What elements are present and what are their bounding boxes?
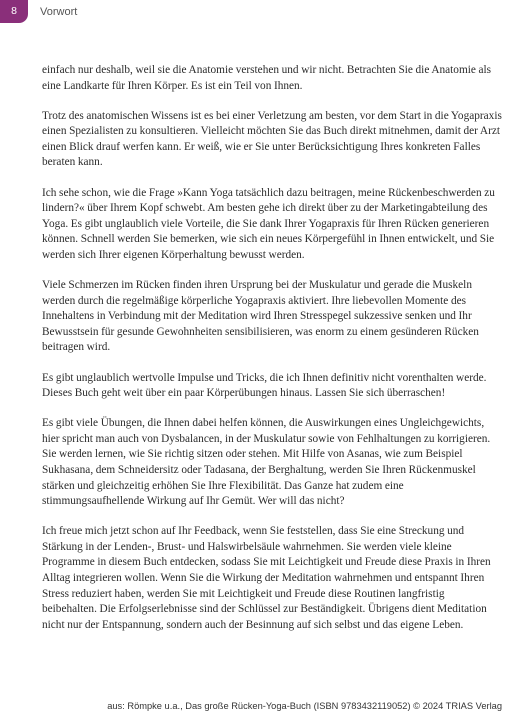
body-text xyxy=(42,63,502,648)
page-number-badge: 8 xyxy=(0,0,28,23)
paragraph: Ich freue mich jetzt schon auf Ihr Feedback, wenn Sie feststellen, dass Sie eine Streckung und Stärkung in der Lenden-, Brust- und Halswirbelsäule wahrnehmen. Sie werden viele kleine Programme in diesem Buch entdecken, sodass Sie mit Leichtigkeit und Freude diese Praxis in Ihren Alltag integrieren wollen. Wenn Sie die Wirkung der Meditation wahrnehmen und entspannt Ihren Stress reduziert haben, werden Sie mit Leichtigkeit und Freude diese Routinen langfristig beibehalten. Die Erfolgserlebnisse sind der Schlüssel zur Beständigkeit. Übrigens dient Meditation nicht nur der Entspannung, sondern auch der Besinnung auf sich selbst und das eigene Leben. xyxy=(42,525,491,631)
paragraph: Es gibt unglaublich wertvolle Impulse und Tricks, die ich Ihnen definitiv nicht vorenthalten werde. Dieses Buch geht weit über ein paar Körperübungen hinaus. Lassen Sie sich überraschen! xyxy=(42,371,487,400)
paragraph: Viele Schmerzen im Rücken finden ihren Ursprung bei der Muskulatur und gerade die Muskeln werden durch die regelmäßige körperliche Yogapraxis aktiviert. Ihre liebevollen Momente des Innehaltens in Verbindung mit der Meditation wird Ihren Stresspegel sukzessive senken und Ihr Bewusstsein für gesunde Gewohnheiten sensibilisieren, was enorm zu einem gesünderen Rücken beitragen wird. xyxy=(42,279,479,354)
paragraph: Trotz des anatomischen Wissens ist es bei einer Verletzung am besten, vor dem Start in die Yogapraxis einen Spezialisten zu konsultieren. Vielleicht möchten Sie das Buch direkt mitnehmen, damit der Arzt einen Blick drauf werfen kann. Er weiß, wie er Sie unter Berücksichtigung Ihres konkreten Falles beraten kann. xyxy=(42,109,502,169)
paragraph: einfach nur deshalb, weil sie die Anatomie verstehen und wir nicht. Betrachten Sie die Anatomie als eine Landkarte für Ihren Körper. Es ist ein Teil von Ihnen. xyxy=(42,64,492,92)
running-head: Vorwort xyxy=(40,6,78,18)
paragraph: Es gibt viele Übungen, die Ihnen dabei helfen können, die Auswirkungen eines Ungleichgewichts, hier spricht man auch von Dysbalancen, in der Muskulatur sowie von Fehlhaltungen zu korrigieren. Sie werden lernen, wie Sie richtig sitzen oder stehen. Mit Hilfe von Asanas, wie zum Beispiel Sukhasana, dem Schneidersitz oder Tadasana, der Berghaltung, werden Sie Ihren Rückenmuskel stärken und gleichzeitig erhöhen Sie Ihre Flexibilität. Das Ganze hat zudem eine stimmungsaufhellende Wirkung auf Ihr Gemüt. Wer will das nicht? xyxy=(42,417,491,508)
paragraph: Ich sehe schon, wie die Frage »Kann Yoga tatsächlich dazu beitragen, meine Rückenbeschwerden zu lindern?« über Ihrem Kopf schwebt. Am besten gehe ich direkt über zu der Marketingabteilung des Yoga. Es gibt unglaublich viele Vorteile, die Sie dank Ihrer Yogapraxis für Ihren Rücken generieren können. Schnell werden Sie bemerken, wie sich ein neues Körpergefühl in Ihnen entwickelt, und Sie werden sich Ihrer eigenen Körperhaltung bewusst werden. xyxy=(42,186,495,261)
source-citation: aus: Römpke u.a., Das große Rücken-Yoga-Buch (ISBN 9783432119052) © 2024 TRIAS Verlag xyxy=(107,701,502,711)
